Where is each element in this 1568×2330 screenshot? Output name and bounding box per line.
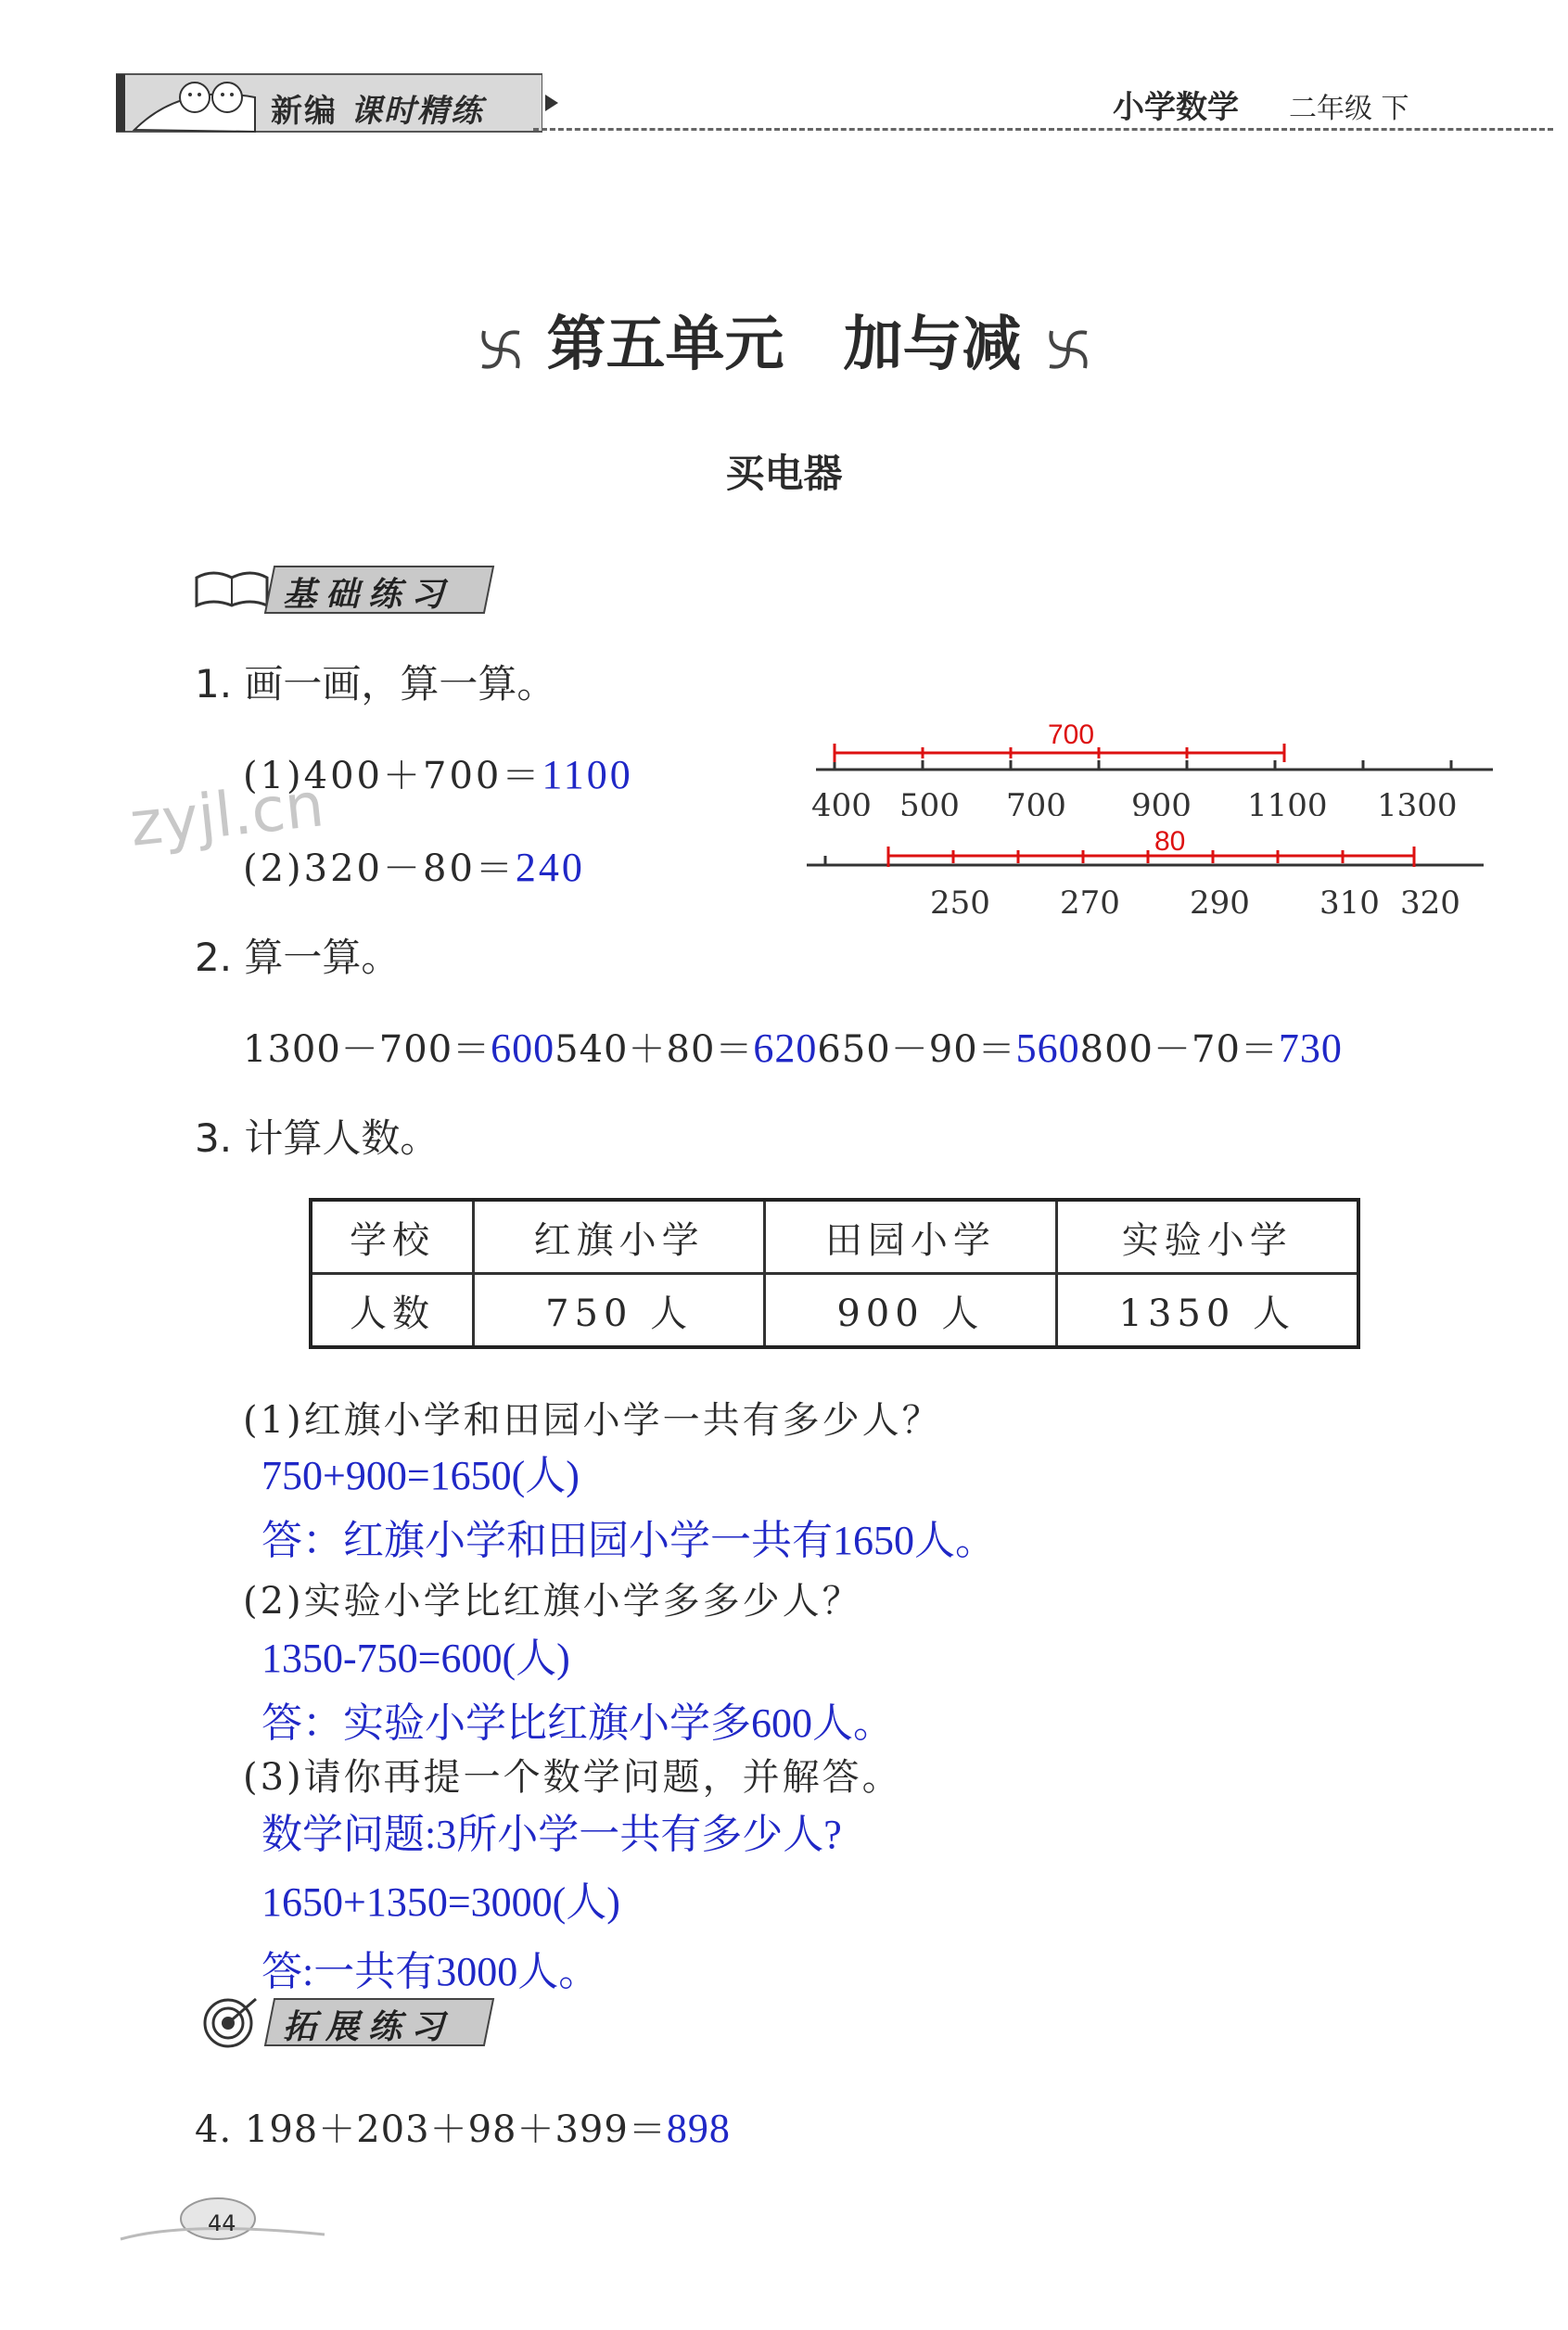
unit-title xyxy=(0,297,1568,382)
q1-part2-expr: (2)320－80＝ xyxy=(243,847,516,890)
table-row xyxy=(311,1200,1358,1274)
watermark: zyjl.cn xyxy=(126,769,327,860)
q3-sub2-calc: 1350-750=600(人) xyxy=(261,1636,570,1681)
tick-label: 250 xyxy=(930,885,990,922)
q3-sub2: (2)实验小学比红旗小学多多少人？ xyxy=(243,1580,862,1623)
table-cell: 红旗小学 xyxy=(474,1200,765,1274)
q1-title: 1. 画一画，算一算。 xyxy=(195,661,556,707)
q4-answer: 898 xyxy=(666,2106,731,2151)
q3-sub1-answer: 答：红旗小学和田园小学一共有1650人。 xyxy=(261,1518,996,1563)
school-table xyxy=(309,1198,1360,1349)
tick-label: 700 xyxy=(1006,787,1066,816)
header-brand xyxy=(271,85,484,131)
table-cell: 750 人 xyxy=(474,1274,765,1348)
q3-sub3-question: 数学问题:3所小学一共有多少人? xyxy=(261,1812,842,1857)
q4-expr: 4. 198＋203＋98＋399＝ xyxy=(195,2108,667,2151)
q2-answer: 730 xyxy=(1278,1025,1343,1071)
q3-sub3: (3)请你再提一个数学问题，并解答。 xyxy=(243,1756,902,1799)
q1-part2-answer: 240 xyxy=(515,845,585,890)
section-basic xyxy=(195,561,501,617)
header-divider xyxy=(533,128,1553,131)
table-cell: 实验小学 xyxy=(1056,1200,1358,1274)
section-extend xyxy=(195,1993,501,2049)
q3-title: 3. 计算人数。 xyxy=(195,1115,440,1161)
table-cell: 900 人 xyxy=(765,1274,1056,1348)
q3-sub3-answer: 答:一共有3000人。 xyxy=(261,1949,600,1994)
tick-label: 900 xyxy=(1131,787,1192,816)
number-line-2-segment-label: 80 xyxy=(1154,830,1186,857)
swirl-icon xyxy=(473,322,529,377)
table-cell: 学校 xyxy=(311,1200,474,1274)
q2-answer: 620 xyxy=(753,1025,818,1071)
tick-label: 320 xyxy=(1400,885,1460,922)
tick-label: 1300 xyxy=(1377,787,1458,816)
q2-expr: 540＋80＝ xyxy=(555,1028,754,1071)
q2-answer: 560 xyxy=(1015,1025,1080,1071)
q1-part1-answer: 1100 xyxy=(542,752,633,797)
q1-part2 xyxy=(243,839,585,892)
q3-sub3-calc: 1650+1350=3000(人) xyxy=(261,1879,620,1925)
tick-label: 400 xyxy=(811,787,872,816)
tick-label: 290 xyxy=(1190,885,1250,922)
header-subject: 小学数学 xyxy=(1113,89,1239,126)
q2-expr: 650－90＝ xyxy=(817,1028,1016,1071)
q3-sub2-answer: 答：实验小学比红旗小学多600人。 xyxy=(261,1700,894,1746)
table-cell: 人数 xyxy=(311,1274,474,1348)
section-extend-label: 拓展练习 xyxy=(283,2008,454,2046)
lesson-title: 买电器 xyxy=(725,451,843,496)
q2-row xyxy=(243,1020,1343,1073)
q1-part1-expr: (1)400＋700＝ xyxy=(243,755,542,797)
page-number: 44 xyxy=(208,2210,236,2236)
q3-sub1: (1)红旗小学和田园小学一共有多少人？ xyxy=(243,1399,942,1442)
swirl-icon xyxy=(1040,322,1096,377)
header-arrow-icon xyxy=(545,95,558,111)
tick-label: 1100 xyxy=(1247,787,1328,816)
header-grade: 二年级 下 xyxy=(1289,93,1409,125)
q2-expr: 800－70＝ xyxy=(1079,1028,1279,1071)
q3-sub1-calc: 750+900=1650(人) xyxy=(261,1453,580,1498)
q2-expr: 1300－700＝ xyxy=(243,1028,491,1071)
q2-answer: 600 xyxy=(491,1025,555,1071)
table-cell: 1350 人 xyxy=(1056,1274,1358,1348)
brand-part1: 新编 xyxy=(271,93,338,130)
q2-title: 2. 算一算。 xyxy=(195,935,401,980)
brand-part2: 课时精练 xyxy=(350,93,484,130)
number-line-1-segment-label: 700 xyxy=(1048,723,1095,750)
table-cell: 田园小学 xyxy=(765,1200,1056,1274)
tick-label: 270 xyxy=(1060,885,1120,922)
table-row xyxy=(311,1274,1358,1348)
q4 xyxy=(195,2100,731,2153)
number-line-2 xyxy=(797,830,1502,923)
tick-label: 500 xyxy=(899,787,960,816)
section-basic-label: 基础练习 xyxy=(283,576,454,614)
tick-label: 310 xyxy=(1319,885,1380,922)
number-line-1 xyxy=(797,723,1502,816)
unit-title-text: 第五单元 加与减 xyxy=(546,310,1022,379)
